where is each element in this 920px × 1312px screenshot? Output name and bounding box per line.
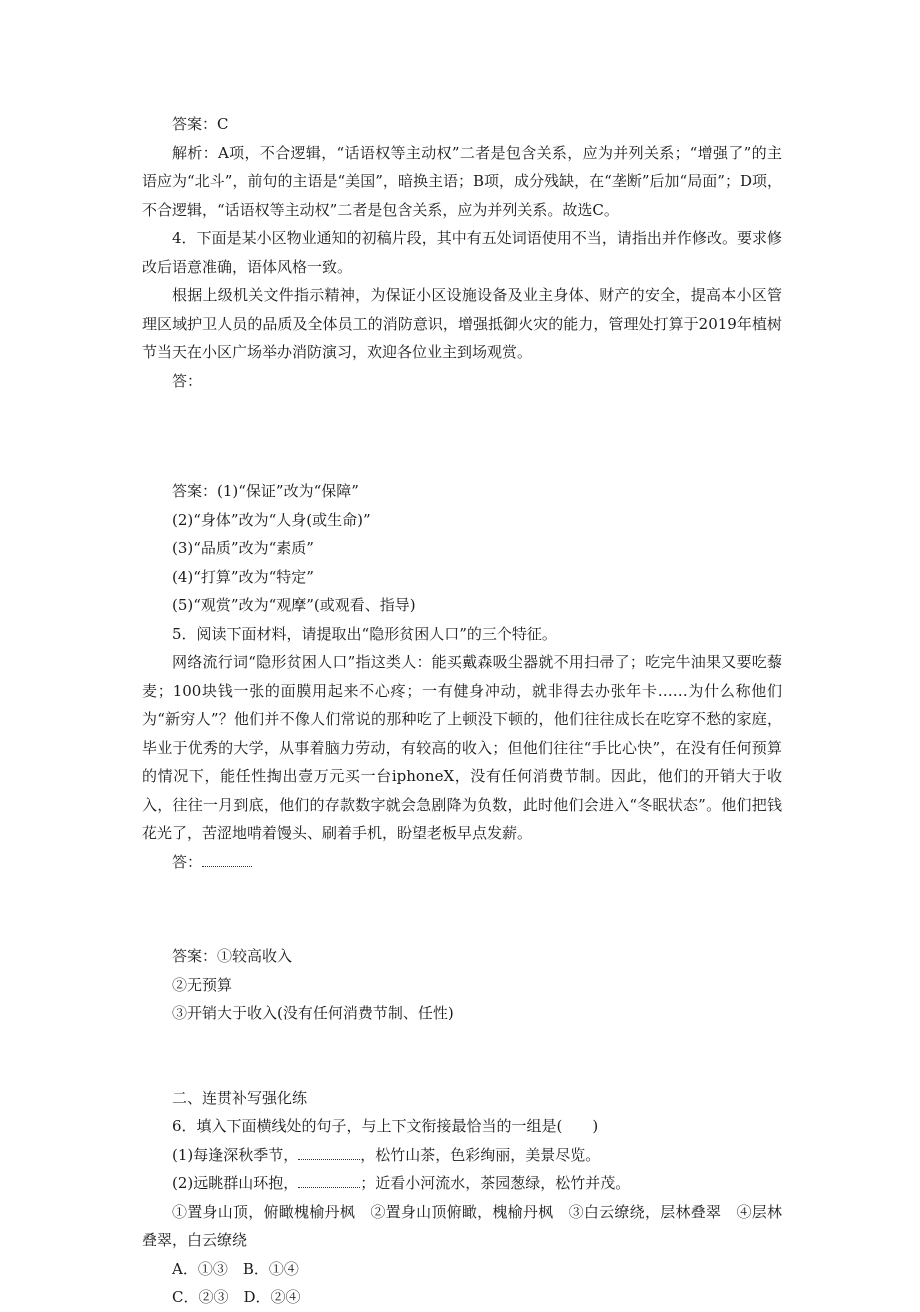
q6-line2-post: ；近看小河流水，茶园葱绿，松竹并茂。 xyxy=(360,1174,631,1192)
q4-answer-4: (4)“打算”改为“特定” xyxy=(172,567,314,586)
q4-answer-3: (3)“品质”改为“素质” xyxy=(172,539,314,557)
q5-answer-space xyxy=(142,876,782,942)
q4-material: 根据上级机关文件指示精神，为保证小区设施设备及业主身体、财产的安全，提高本小区管理区域护卫人员的品质及全体员工的消防意识，增强抵御火灾的能力，管理处打算于2019年植树节当天在小区广场举办消防演习，欢迎各位业主到场观赏。 xyxy=(142,286,782,361)
q5-answer-1: 答案：①较高收入 xyxy=(172,947,293,965)
q6-line1-post: ，松竹山茶，色彩绚丽，美景尽览。 xyxy=(360,1145,601,1164)
q4-answer-5: (5)“观赏”改为“观摩”(或观看、指导) xyxy=(172,596,416,614)
q6-options: ①置身山顶，俯瞰槐榆丹枫 ②置身山顶俯瞰，槐榆丹枫 ③白云缭绕，层林叠翠 ④层林叠翠，白云缭绕 xyxy=(142,1202,782,1249)
q6-line1-pre: (1)每逢深秋季节， xyxy=(172,1145,299,1164)
q4-answer-2: (2)“身体”改为“人身(或生命)” xyxy=(172,510,371,529)
q5-answer-3: ③开销大于收入(没有任何消费节制、任性) xyxy=(172,1004,454,1022)
q4-answer-1: 答案：(1)“保证”改为“保障” xyxy=(172,482,359,500)
q6-choices-ab: A．①③ B．①④ xyxy=(172,1259,299,1278)
q6-blank-1[interactable] xyxy=(298,1145,360,1160)
q4-answer-space xyxy=(142,395,782,477)
q3-analysis: 解析：A项，不合逻辑，“话语权等主动权”二者是包含关系，应为并列关系；“增强了”的主语应为“北斗”，前句的主语是“美国”，暗换主语；B项，成分残缺，在“垄断”后加“局面”；D项，不合逻辑，“话语权等主动权”二者是包含关系，应为并列关系。故选C。 xyxy=(142,143,782,219)
q6-choices-cd: C．②③ D．②④ xyxy=(172,1288,301,1306)
q6-line2-pre: (2)远眺群山环抱， xyxy=(172,1174,299,1192)
q4-question: 4．下面是某小区物业通知的初稿片段，其中有五处词语使用不当，请指出并作修改。要求修改后语意准确，语体风格一致。 xyxy=(142,229,782,276)
document-content xyxy=(142,110,782,1312)
q5-question: 5．阅读下面材料，请提取出“隐形贫困人口”的三个特征。 xyxy=(172,624,557,643)
q5-answer-label: 答： xyxy=(172,852,203,871)
q4-answer-label: 答： xyxy=(172,371,203,390)
section2-title: 二、连贯补写强化练 xyxy=(172,1088,308,1107)
q6-line-1 xyxy=(142,1141,782,1170)
answer-blank[interactable] xyxy=(202,852,252,867)
q6-line-2 xyxy=(142,1169,782,1198)
section-gap xyxy=(142,1028,782,1084)
q3-answer: 答案：C xyxy=(172,115,229,133)
q5-answer-line xyxy=(142,848,782,877)
q6-question: 6．填入下面横线处的句子，与上下文衔接最恰当的一组是( ) xyxy=(172,1117,599,1135)
q5-material: 网络流行词“隐形贫困人口”指这类人：能买戴森吸尘器就不用扫帚了；吃完牛油果又要吃藜麦；100块钱一张的面膜用起来不心疼；一有健身冲动，就非得去办张年卡……为什么称他们为“新穷人”？他们并不像人们常说的那种吃了上顿没下顿的，他们往往成长在吃穿不愁的家庭，毕业于优秀的大学，从事着脑力劳动，有较高的收入；但他们往往“手比心快”，在没有任何预算的情况下，能任性掏出壹万元买一台iphoneX，没有任何消费节制。因此，他们的开销大于收入，往往一月到底，他们的存款数字就会急剧降为负数，此时他们会进入“冬眠状态”。他们把钱花光了，苦涩地啃着馒头、刷着手机，盼望老板早点发薪。 xyxy=(142,653,782,842)
q6-blank-2[interactable] xyxy=(298,1173,360,1188)
q5-answer-2: ②无预算 xyxy=(172,975,233,994)
